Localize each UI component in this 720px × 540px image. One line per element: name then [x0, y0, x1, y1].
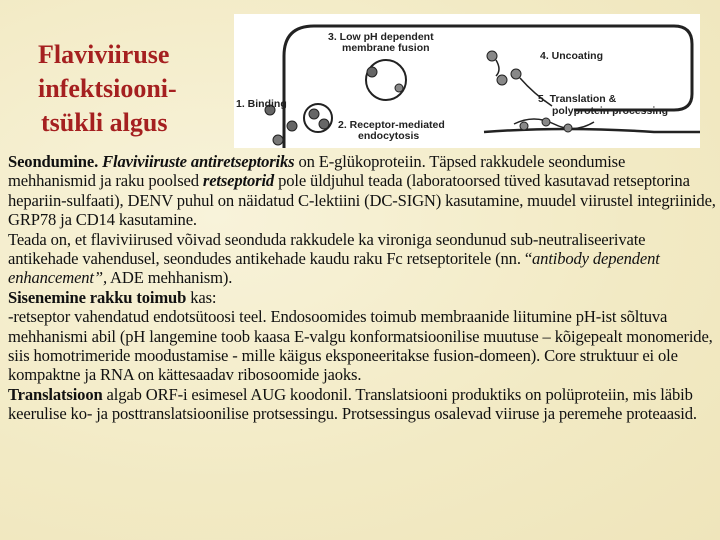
- title-line-1: Flaviviiruse: [38, 40, 170, 69]
- fusing-endosome-icon: [366, 60, 406, 100]
- label-endocytosis-1: 2. Receptor-mediated: [338, 119, 445, 131]
- diagram-figure: [234, 14, 700, 148]
- label-translation-2: polyprotein processing: [552, 105, 669, 117]
- infection-cycle-diagram: [234, 14, 700, 148]
- label-endocytosis-2: endocytosis: [358, 130, 420, 142]
- paragraph-endocytosis: -retseptor vahendatud endotsütoosi teel. Endosoomides toimub membraanide liitumine pH-ist sõltuva mehhanismi abil (pH langemine toob kaasa E-valgu konformatsioonilise muutuse – kõigepealt monomeride, siis homotrimeride moodustamise - mille käigus eksponeeritakse fusion-domeen). Core struktuur ei ole kompaktne ja RNA on kättesaadav ribosoomide jaoks.: [8, 307, 713, 385]
- term-translation: Translatsioon: [8, 384, 103, 404]
- virion-icon: [319, 119, 329, 129]
- slide-title: [38, 38, 238, 140]
- label-translation-1: 5. Translation &: [538, 93, 617, 105]
- p1-text-a: on E-glükoproteiin. Täpsed rakkudele seondumise mehhanismid ja raku poolsed: [8, 152, 626, 191]
- capsid-icon: [497, 75, 507, 85]
- paragraph-translation: [8, 385, 716, 424]
- body-text: [8, 152, 716, 424]
- virion-icon: [367, 67, 377, 77]
- p3-text: kas:: [186, 287, 217, 307]
- rna-strand: [496, 60, 499, 76]
- ribosome-icon: [542, 118, 550, 126]
- p5-text: algab ORF-i esimesel AUG koodonil. Translatsiooni produktiks on polüproteiin, mis läbib keerulise ko- ja posttranslatsioonilise protsessingu. Protsessingus osalevad viiruse ja peremehe proteaasid.: [8, 384, 697, 424]
- p2-text-b: ADE mehhanism).: [106, 268, 233, 288]
- paragraph-entry-heading: [8, 288, 716, 307]
- p2-text-a: Teada on, et flaviviirused võivad seonduda rakkudele ka vironiga seondunud sub-neutraliseerivate antikehade vahendusel, seondudes antikehade kaudu raku Fc retseptoritele (nn. “: [8, 229, 646, 269]
- capsid-icon: [511, 69, 521, 79]
- virion-icon: [273, 135, 283, 145]
- label-fusion-1: 3. Low pH dependent: [328, 31, 434, 43]
- paragraph-ade: [8, 230, 716, 288]
- p1-text-b: pole üldjuhul teada (laboratoorsed tüved kasutavad retseptorina hepariin-sulfaati), DENV puhul on näidatud C-lektiini (DC-SIGN) kasutamine, muudel viirustel integriinide, GRP78 ja CD14 kasutamine.: [8, 171, 716, 230]
- virion-icon: [287, 121, 297, 131]
- er-membrane: [484, 129, 700, 132]
- label-binding: 1. Binding: [236, 98, 287, 110]
- term-binding: Seondumine.: [8, 152, 99, 171]
- ribosome-icon: [520, 122, 528, 130]
- label-fusion-2: membrane fusion: [342, 42, 430, 54]
- term-entry: Sisenemine rakku toimub: [8, 287, 187, 307]
- paragraph-binding: [8, 152, 716, 230]
- receptor-term: retseptorid: [202, 171, 275, 191]
- title-line-3: tsükli algus: [41, 108, 168, 137]
- virion-icon: [309, 109, 319, 119]
- capsid-icon: [487, 51, 497, 61]
- antireceptor-term: Flaviviiruste antiretseptoriks: [102, 152, 295, 171]
- ribosome-icon: [564, 124, 572, 132]
- capsid-icon: [395, 84, 403, 92]
- label-uncoating: 4. Uncoating: [540, 50, 604, 62]
- title-line-2: infektsiooni-: [38, 74, 177, 103]
- ade-term: antibody dependent enhancement”,: [8, 249, 660, 288]
